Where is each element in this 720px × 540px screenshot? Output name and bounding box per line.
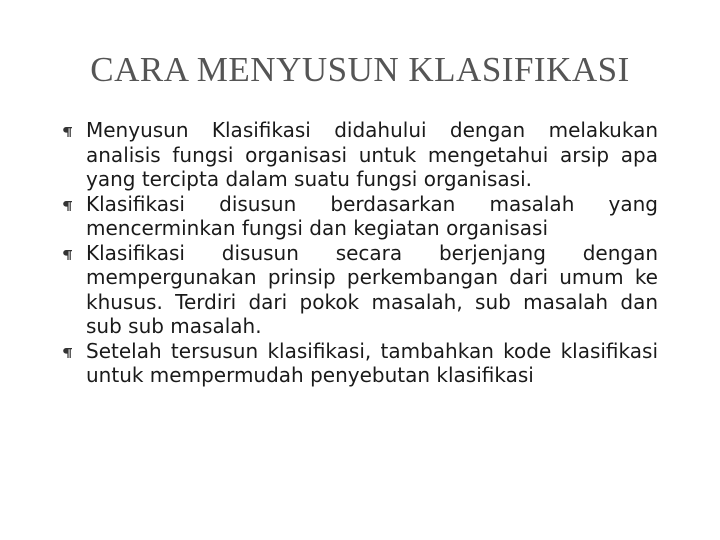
bullet-item (62, 339, 658, 388)
bullet-item (62, 192, 658, 241)
pilcrow-bullet-icon (62, 348, 72, 358)
bullet-list (62, 118, 658, 388)
pilcrow-bullet-icon (62, 250, 72, 260)
bullet-text: Setelah tersusun klasifikasi, tambahkan kode klasifikasi untuk mempermudah penyebutan klasifikasi (86, 338, 658, 387)
bullet-text: Klasifikasi disusun berdasarkan masalah yang mencerminkan fungsi dan kegiatan organisasi (86, 191, 658, 240)
bullet-text: Klasifikasi disusun secara berjenjang dengan mempergunakan prinsip perkembangan dari umum ke khusus. Terdiri dari pokok masalah, sub masalah dan sub sub masalah. (86, 240, 658, 338)
bullet-item (62, 118, 658, 192)
bullet-item (62, 241, 658, 339)
pilcrow-bullet-icon (62, 201, 72, 211)
bullet-text: Menyusun Klasifikasi didahului dengan melakukan analisis fungsi organisasi untuk mengetahui arsip apa yang tercipta dalam suatu fungsi organisasi. (86, 118, 658, 191)
pilcrow-bullet-icon (62, 127, 72, 137)
slide-title: CARA MENYUSUN KLASIFIKASI (90, 50, 630, 89)
